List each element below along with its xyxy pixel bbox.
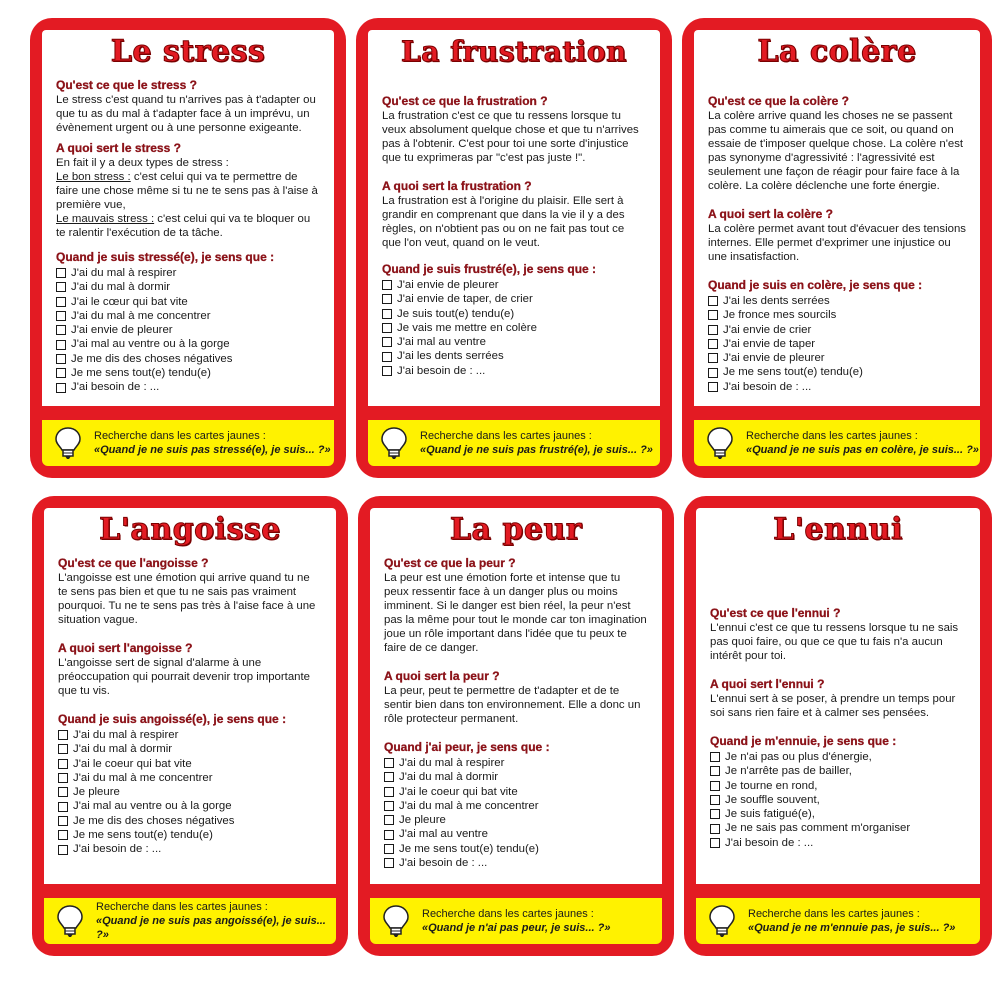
- lightbulb-icon: [700, 423, 740, 463]
- checklist-item[interactable]: J'ai du mal à respirer: [58, 728, 322, 742]
- section-text-purpose: L'ennui sert à se poser, à prendre un temps pour soi sans rien faire et à calmer ses pensées.: [710, 693, 956, 719]
- checkbox[interactable]: [56, 297, 66, 307]
- feelings-checklist: [382, 278, 646, 378]
- feelings-checklist: [384, 756, 648, 870]
- checkbox[interactable]: [710, 809, 720, 819]
- card-title: La frustration: [401, 35, 627, 68]
- checkbox[interactable]: [58, 845, 68, 855]
- section-title-feelings: Quand je suis en colère, je sens que :: [708, 278, 923, 292]
- checkbox[interactable]: [382, 294, 392, 304]
- checklist-item[interactable]: J'ai mal au ventre: [384, 827, 648, 841]
- checkbox[interactable]: [384, 844, 394, 854]
- checkbox[interactable]: [708, 382, 718, 392]
- footer-line-2: «Quand je ne suis pas stressé(e), je suis... ?»: [94, 444, 331, 456]
- card-footer: [694, 420, 980, 466]
- checklist-item[interactable]: Je pleure: [58, 785, 322, 799]
- footer-text: [94, 429, 331, 457]
- section-title-what: Qu'est ce que le stress ?: [56, 78, 197, 92]
- checklist-item[interactable]: Je me dis des choses négatives: [58, 814, 322, 828]
- card-body: [44, 508, 336, 884]
- good-stress-label: Le bon stress :: [56, 171, 131, 183]
- footer-text: [420, 429, 653, 457]
- checklist-item[interactable]: J'ai les dents serrées: [382, 349, 646, 363]
- section-title-what: Qu'est ce que la peur ?: [384, 556, 516, 570]
- section-title-purpose: A quoi sert la frustration ?: [382, 179, 532, 193]
- card-colere: [682, 18, 992, 478]
- checklist-item[interactable]: J'ai du mal à me concentrer: [56, 309, 320, 323]
- checklist-item[interactable]: J'ai du mal à dormir: [58, 742, 322, 756]
- footer-text: [746, 429, 979, 457]
- checklist-item[interactable]: J'ai mal au ventre: [382, 335, 646, 349]
- card-body: [694, 30, 980, 406]
- checklist-item[interactable]: J'ai les dents serrées: [708, 294, 966, 308]
- checklist-item[interactable]: J'ai envie de pleurer: [382, 278, 646, 292]
- checkbox[interactable]: [708, 310, 718, 320]
- card-angoisse: [32, 496, 348, 956]
- checklist-item[interactable]: J'ai envie de pleurer: [56, 323, 320, 337]
- checkbox[interactable]: [382, 280, 392, 290]
- checkbox[interactable]: [710, 838, 720, 848]
- checkbox[interactable]: [58, 730, 68, 740]
- card-footer: [696, 898, 980, 944]
- lightbulb-icon: [376, 901, 416, 941]
- section-title-feelings: Quand j'ai peur, je sens que :: [384, 740, 550, 754]
- card-title: La colère: [757, 34, 917, 69]
- feelings-checklist: [710, 750, 966, 850]
- checkbox[interactable]: [56, 368, 66, 378]
- section-title-what: Qu'est ce que l'angoisse ?: [58, 556, 209, 570]
- section-title-what: Qu'est ce que la frustration ?: [382, 94, 548, 108]
- footer-line-2: «Quand je ne suis pas en colère, je suis... ?»: [746, 444, 979, 456]
- checklist-item[interactable]: J'ai besoin de : ...: [382, 364, 646, 378]
- checklist-item[interactable]: Je me sens tout(e) tendu(e): [58, 828, 322, 842]
- section-title-purpose: A quoi sert l'angoisse ?: [58, 641, 193, 655]
- section-text-purpose: La frustration est à l'origine du plaisir. Elle sert à grandir en comprenant que dans la vie il y a des règles, on n'obtient pas ou on ne fait pas tout ce que l'on veut, quand on le veut.: [382, 195, 625, 249]
- checkbox[interactable]: [382, 323, 392, 333]
- checkbox[interactable]: [708, 353, 718, 363]
- checklist-item[interactable]: Je tourne en rond,: [710, 779, 966, 793]
- checkbox[interactable]: [384, 758, 394, 768]
- bad-stress-label: Le mauvais stress :: [56, 213, 155, 225]
- checklist-item[interactable]: Je n'ai pas ou plus d'énergie,: [710, 750, 966, 764]
- card-footer: [42, 420, 334, 466]
- section-text-what: L'angoisse est une émotion qui arrive quand tu ne te sens pas bien et que tu ne sais pas vraiment pourquoi. Tu ne te sens pas très à l'aise face à une situation vague.: [58, 572, 316, 626]
- footer-line-1: Recherche dans les cartes jaunes :: [746, 430, 918, 442]
- card-title: Le stress: [110, 34, 266, 69]
- checkbox[interactable]: [710, 766, 720, 776]
- section-text-what: La colère arrive quand les choses ne se passent pas comme tu aimerais que ce soit, ou quand on essaie de t'imposer quelque chose. La colère n'est pas synonyme d'agressivité : l'agressivité est seulement une façon de réagir pour faire face à la colère. La colère déclenche une forte énergie.: [708, 110, 964, 192]
- checklist-item[interactable]: J'ai le cœur qui bat vite: [56, 295, 320, 309]
- section-text-what: La frustration c'est ce que tu ressens lorsque tu veux absolument quelque chose et que tu n'arrives pas à l'obtenir. C'est pour toi une sorte d'injustice que tu exprimeras par "c'est pas juste !".: [382, 110, 639, 164]
- checklist-item[interactable]: Je pleure: [384, 813, 648, 827]
- checkbox[interactable]: [56, 268, 66, 278]
- card-body: [368, 30, 660, 406]
- checkbox[interactable]: [384, 772, 394, 782]
- section-title-purpose: A quoi sert la peur ?: [384, 669, 500, 683]
- card-peur: [358, 496, 674, 956]
- section-text-purpose-intro: En fait il y a deux types de stress :: [56, 157, 229, 169]
- checklist-item[interactable]: Je me dis des choses négatives: [56, 352, 320, 366]
- card-footer: [370, 898, 662, 944]
- checkbox[interactable]: [708, 368, 718, 378]
- lightbulb-icon: [48, 423, 88, 463]
- checkbox[interactable]: [384, 801, 394, 811]
- checkbox[interactable]: [56, 340, 66, 350]
- checklist-item[interactable]: J'ai envie de pleurer: [708, 351, 966, 365]
- footer-line-2: «Quand je ne suis pas angoissé(e), je suis... ?»: [96, 915, 326, 941]
- good-stress-text: c'est celui qui va te permettre de faire une chose même si tu ne te sens pas à l'aise à première vue,: [56, 171, 318, 211]
- checkbox[interactable]: [382, 366, 392, 376]
- checklist-item[interactable]: J'ai besoin de : ...: [58, 842, 322, 856]
- card-body: [370, 508, 662, 884]
- section-text-purpose: La peur, peut te permettre de t'adapter et de te sentir bien dans ton environnement. Elle a donc un rôle protecteur permanent.: [384, 685, 641, 725]
- footer-line-1: Recherche dans les cartes jaunes :: [422, 908, 594, 920]
- section-text-good-stress: [56, 170, 320, 212]
- checklist-item[interactable]: Je souffle souvent,: [710, 793, 966, 807]
- checklist-item[interactable]: J'ai envie de crier: [708, 323, 966, 337]
- checkbox[interactable]: [708, 325, 718, 335]
- checkbox[interactable]: [382, 352, 392, 362]
- checklist-item[interactable]: J'ai envie de taper: [708, 337, 966, 351]
- checklist-item[interactable]: J'ai du mal à me concentrer: [384, 799, 648, 813]
- checkbox[interactable]: [382, 309, 392, 319]
- checklist-item[interactable]: J'ai besoin de : ...: [56, 380, 320, 394]
- checkbox[interactable]: [56, 311, 66, 321]
- checklist-item[interactable]: J'ai le coeur qui bat vite: [58, 757, 322, 771]
- checkbox[interactable]: [384, 815, 394, 825]
- checkbox[interactable]: [710, 781, 720, 791]
- section-title-feelings: Quand je suis frustré(e), je sens que :: [382, 262, 597, 276]
- card-title: L'ennui: [773, 512, 903, 547]
- section-text-what: La peur est une émotion forte et intense que tu peux ressentir face à un danger plus ou moins imminent. Si le danger est bien réel, la peur n'est pas la même pour tout le monde car ton imagination joue un rôle important dans l'idée que tu peux te faire de ce danger.: [384, 572, 647, 654]
- lightbulb-icon: [702, 901, 742, 941]
- card-footer: [368, 420, 660, 466]
- checkbox[interactable]: [58, 759, 68, 769]
- checklist-item[interactable]: J'ai envie de taper, de crier: [382, 292, 646, 306]
- card-body: [696, 508, 980, 884]
- checkbox[interactable]: [58, 787, 68, 797]
- checkbox[interactable]: [710, 752, 720, 762]
- checklist-item[interactable]: Je n'arrête pas de bailler,: [710, 764, 966, 778]
- section-title-purpose: A quoi sert l'ennui ?: [710, 677, 825, 691]
- section-title-purpose: A quoi sert la colère ?: [708, 207, 833, 221]
- checkbox[interactable]: [384, 830, 394, 840]
- card-ennui: [684, 496, 992, 956]
- card-title: L'angoisse: [99, 512, 281, 547]
- checklist-item[interactable]: Je suis fatigué(e),: [710, 807, 966, 821]
- checkbox[interactable]: [58, 802, 68, 812]
- footer-text: [748, 907, 955, 935]
- section-title-purpose: A quoi sert le stress ?: [56, 141, 181, 155]
- checkbox[interactable]: [384, 787, 394, 797]
- checklist-item[interactable]: J'ai du mal à me concentrer: [58, 771, 322, 785]
- footer-text: [96, 900, 336, 942]
- checklist-item[interactable]: J'ai mal au ventre ou à la gorge: [58, 799, 322, 813]
- bad-stress-text: c'est celui qui va te bloquer ou te ralentir l'exécution de ta tâche.: [56, 213, 311, 239]
- feelings-checklist: [58, 728, 322, 857]
- checklist-item[interactable]: J'ai besoin de : ...: [384, 856, 648, 870]
- footer-line-1: Recherche dans les cartes jaunes :: [94, 430, 266, 442]
- feelings-checklist: [708, 294, 966, 394]
- checkbox[interactable]: [58, 773, 68, 783]
- section-title-feelings: Quand je m'ennuie, je sens que :: [710, 734, 897, 748]
- checklist-item[interactable]: J'ai besoin de : ...: [710, 836, 966, 850]
- card-stress: [30, 18, 346, 478]
- footer-line-1: Recherche dans les cartes jaunes :: [420, 430, 592, 442]
- checklist-item[interactable]: Je suis tout(e) tendu(e): [382, 307, 646, 321]
- footer-line-1: Recherche dans les cartes jaunes :: [748, 908, 920, 920]
- section-text-what: Le stress c'est quand tu n'arrives pas à t'adapter ou que tu as du mal à t'adapter face à un imprévu, un évènement urgent ou à une personne exigeante.: [56, 94, 316, 134]
- lightbulb-icon: [374, 423, 414, 463]
- checkbox[interactable]: [710, 824, 720, 834]
- section-title-feelings: Quand je suis angoissé(e), je sens que :: [58, 712, 287, 726]
- checkbox[interactable]: [384, 858, 394, 868]
- checklist-item[interactable]: J'ai du mal à respirer: [384, 756, 648, 770]
- checkbox[interactable]: [58, 816, 68, 826]
- footer-line-2: «Quand je n'ai pas peur, je suis... ?»: [422, 922, 611, 934]
- checklist-item[interactable]: Je me sens tout(e) tendu(e): [384, 842, 648, 856]
- checklist-item[interactable]: Je vais me mettre en colère: [382, 321, 646, 335]
- section-title-what: Qu'est ce que l'ennui ?: [710, 606, 841, 620]
- checklist-item[interactable]: J'ai le coeur qui bat vite: [384, 785, 648, 799]
- checklist-item[interactable]: J'ai du mal à respirer: [56, 266, 320, 280]
- checkbox[interactable]: [708, 339, 718, 349]
- card-body: [42, 30, 334, 406]
- lightbulb-icon: [50, 901, 90, 941]
- section-title-what: Qu'est ce que la colère ?: [708, 94, 849, 108]
- checkbox[interactable]: [710, 795, 720, 805]
- checklist-item[interactable]: Je ne sais pas comment m'organiser: [710, 821, 966, 835]
- checklist-item[interactable]: Je me sens tout(e) tendu(e): [708, 365, 966, 379]
- checkbox[interactable]: [56, 282, 66, 292]
- checklist-item[interactable]: J'ai du mal à dormir: [56, 280, 320, 294]
- checklist-item[interactable]: Je fronce mes sourcils: [708, 308, 966, 322]
- card-title: La peur: [449, 512, 583, 547]
- feelings-checklist: [56, 266, 320, 395]
- checkbox[interactable]: [58, 830, 68, 840]
- checkbox[interactable]: [58, 744, 68, 754]
- checklist-item[interactable]: Je me sens tout(e) tendu(e): [56, 366, 320, 380]
- footer-line-2: «Quand je ne suis pas frustré(e), je suis... ?»: [420, 444, 653, 456]
- checklist-item[interactable]: J'ai besoin de : ...: [708, 380, 966, 394]
- checklist-item[interactable]: J'ai du mal à dormir: [384, 770, 648, 784]
- checkbox[interactable]: [708, 296, 718, 306]
- section-text-what: L'ennui c'est ce que tu ressens lorsque tu ne sais pas quoi faire, ou que ce que tu fais n'a aucun intérêt pour toi.: [710, 622, 959, 662]
- card-footer: [44, 898, 336, 944]
- checkbox[interactable]: [56, 383, 66, 393]
- checkbox[interactable]: [56, 325, 66, 335]
- section-title-feelings: Quand je suis stressé(e), je sens que :: [56, 250, 275, 264]
- checkbox[interactable]: [382, 337, 392, 347]
- footer-line-2: «Quand je ne m'ennuie pas, je suis... ?»: [748, 922, 956, 934]
- section-text-purpose: L'angoisse sert de signal d'alarme à une préoccupation qui pourrait devenir trop importante que tu vis.: [58, 657, 311, 697]
- card-frustration: [356, 18, 672, 478]
- section-text-bad-stress: [56, 212, 320, 240]
- checkbox[interactable]: [56, 354, 66, 364]
- footer-line-1: Recherche dans les cartes jaunes :: [96, 901, 268, 913]
- footer-text: [422, 907, 610, 935]
- section-text-purpose: La colère permet avant tout d'évacuer des tensions internes. Elle permet d'exprimer une injustice ou une insatisfaction.: [708, 223, 966, 263]
- checklist-item[interactable]: J'ai mal au ventre ou à la gorge: [56, 337, 320, 351]
